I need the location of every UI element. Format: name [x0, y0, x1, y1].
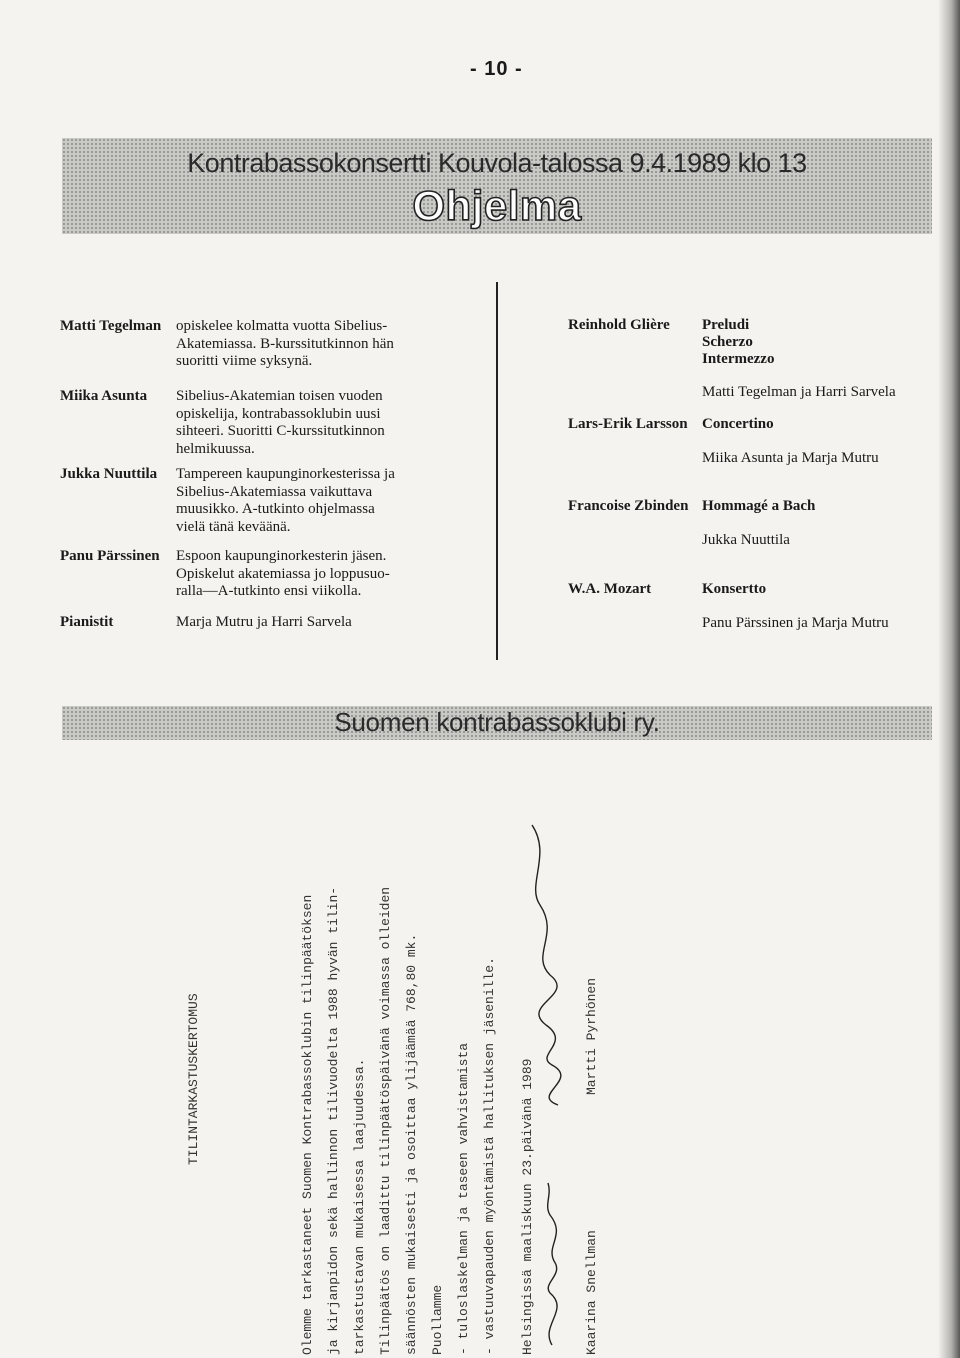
work-titles — [702, 498, 815, 515]
bio-line: Akatemiassa. B-kurssitutkinnon hän — [176, 335, 394, 352]
signatures — [180, 795, 800, 1355]
bio-line: opiskelee kolmatta vuotta Sibelius- — [176, 318, 388, 334]
work-titles — [702, 416, 774, 433]
signature-snellman — [548, 1183, 557, 1345]
performer-bio — [176, 548, 436, 601]
composer-name: Francoise Zbinden — [568, 498, 689, 514]
work-title: Preludi — [702, 317, 750, 333]
concert-heading: Kontrabassokonsertti Kouvola-talossa 9.4.1989 klo 13 — [187, 148, 807, 178]
performer-name: Miika Asunta — [60, 388, 148, 404]
performer-bio — [176, 318, 436, 371]
bio-line: Sibelius-Akatemian toisen vuoden — [176, 388, 383, 404]
signer-name: Kaarina Snellman — [584, 1230, 599, 1355]
column-divider — [496, 282, 498, 660]
audit-line: säännösten mukaisesti ja osoittaa ylijäämää 768,80 mk. — [404, 933, 419, 1355]
page-number: - 10 - — [470, 58, 523, 80]
bio-line: Sibelius-Akatemiassa vaikuttava — [176, 483, 373, 500]
page-edge-shadow — [938, 0, 960, 1358]
audit-proposal: - tuloslaskelman ja taseen vahvistamista — [456, 1042, 471, 1355]
work-title: Concertino — [702, 416, 774, 432]
bio-line: opiskelija, kontrabassoklubin uusi — [176, 405, 381, 422]
bio-line: sihteeri. Suoritti C-kurssitutkinnon — [176, 423, 385, 439]
club-banner — [62, 706, 932, 740]
bio-line: vielä tänä keväänä. — [176, 518, 291, 535]
bio-line: muusikko. A-tutkinto ohjelmassa — [176, 501, 375, 517]
audit-line: Olemme tarkastaneet Suomen Kontrabassoklubin tilinpäätöksen — [300, 894, 315, 1355]
audit-line: tarkastustavan mukaisessa laajuudessa. — [352, 1058, 367, 1355]
work-performers: Panu Pärssinen ja Marja Mutru — [702, 615, 889, 631]
bio-line: Opiskelut akatemiassa jo loppusuo- — [176, 565, 390, 582]
work-titles — [702, 317, 774, 368]
work-performers: Matti Tegelman ja Harri Sarvela — [702, 384, 896, 400]
work-title: Intermezzo — [702, 351, 775, 367]
performer-name: Matti Tegelman — [60, 318, 162, 334]
bio-line: Tampereen kaupunginorkesterissa ja — [176, 466, 395, 482]
bio-line: ralla—A-tutkinto ensi viikolla. — [176, 583, 362, 599]
work-titles — [702, 581, 766, 598]
composer-name: W.A. Mozart — [568, 581, 652, 597]
composer-name: Reinhold Glière — [568, 317, 670, 333]
signature-pyrhonen — [532, 825, 561, 1105]
bio-line: suoritti viime syksynä. — [176, 353, 313, 369]
bio-line: helmikuussa. — [176, 440, 255, 457]
audit-proposal: - vastuuvapauden myöntämistä hallituksen jäsenille. — [482, 957, 497, 1355]
audit-report — [180, 795, 800, 1355]
program-title: Ohjelma — [412, 182, 582, 229]
audit-line: ja kirjanpidon sekä hallinnon tilivuodelta 1988 hyvän tilin- — [326, 886, 341, 1355]
performer-bio — [176, 466, 436, 536]
performer-bio — [176, 388, 436, 458]
performer-name: Panu Pärssinen — [60, 548, 160, 564]
work-performers: Miika Asunta ja Marja Mutru — [702, 450, 879, 466]
club-name: Suomen kontrabassoklubi ry. — [334, 707, 660, 737]
work-title: Hommagé a Bach — [702, 498, 816, 514]
composer-name: Lars-Erik Larsson — [568, 416, 688, 432]
signer-name: Martti Pyrhönen — [584, 977, 599, 1095]
work-title: Scherzo — [702, 334, 753, 350]
bio-line: Marja Mutru ja Harri Sarvela — [176, 614, 352, 630]
work-performers: Jukka Nuuttila — [702, 532, 790, 548]
work-title: Konsertto — [702, 581, 767, 597]
audit-title: TILINTARKASTUSKERTOMUS — [186, 993, 201, 1165]
audit-proposal-heading: Puollamme — [430, 1284, 445, 1355]
audit-line: Tilinpäätös on laadittu tilinpäätöspäivänä voimassa olleiden — [378, 886, 393, 1355]
bio-line: Espoon kaupunginorkesterin jäsen. — [176, 548, 387, 564]
performer-bio — [176, 614, 436, 632]
performer-name: Pianistit — [60, 614, 114, 630]
audit-place-date: Helsingissä maaliskuun 23.päivänä 1989 — [520, 1058, 535, 1355]
performer-name: Jukka Nuuttila — [60, 466, 158, 482]
program-banner — [62, 138, 932, 234]
